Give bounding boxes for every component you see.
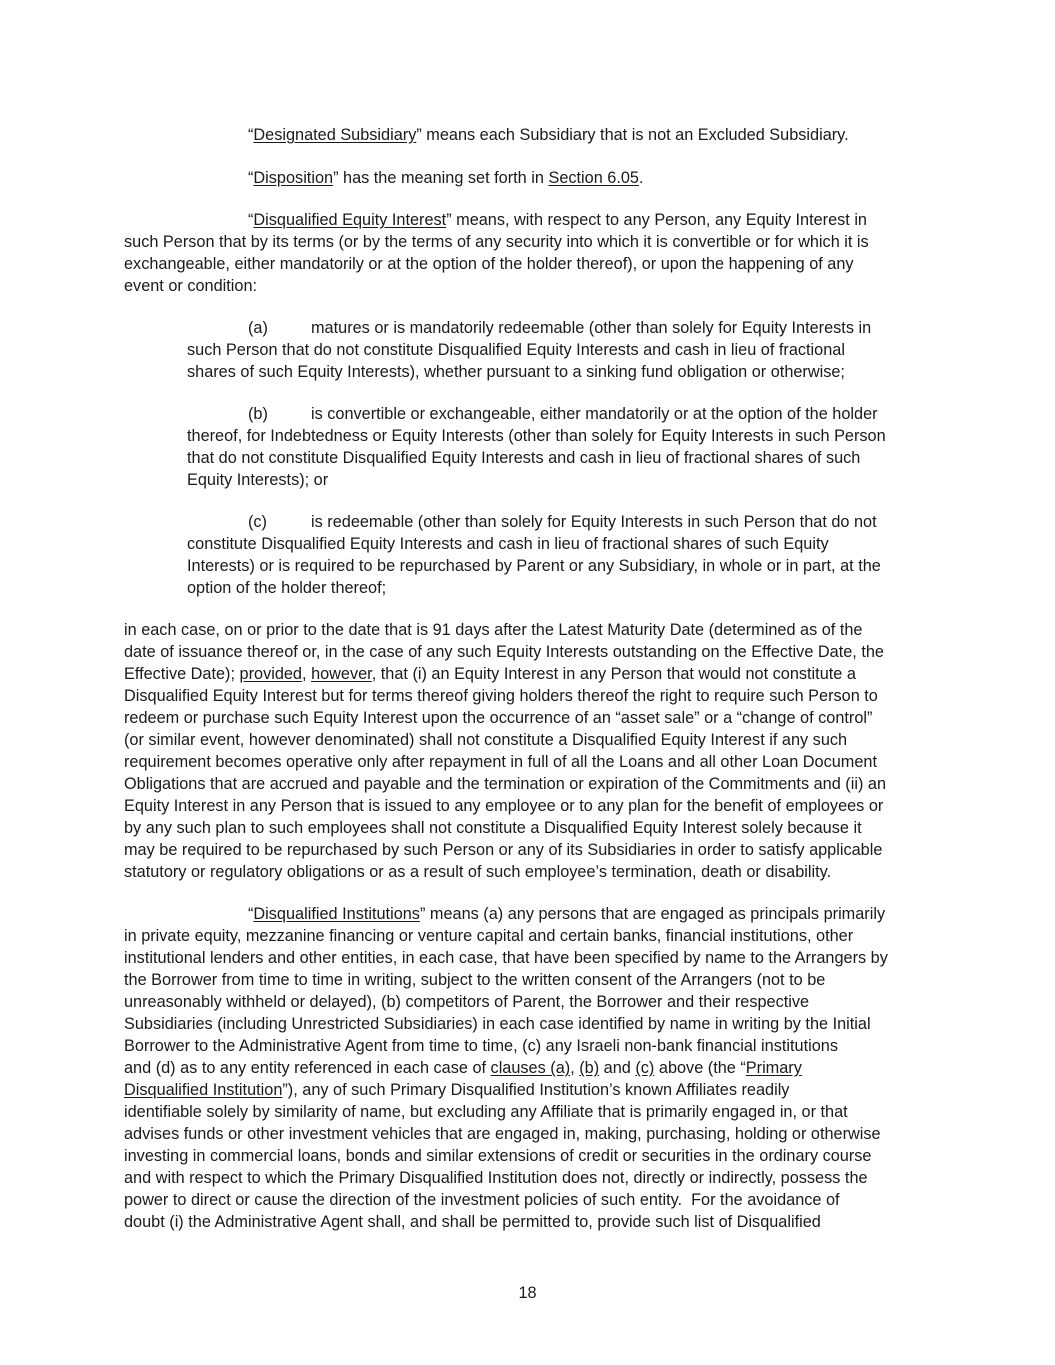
text-line: doubt (i) the Administrative Agent shall, and shall be permitted to, provide such list of Disqualified [124, 1213, 821, 1231]
text-line: advises funds or other investment vehicles that are engaged in, making, purchasing, holding or otherwise [124, 1125, 881, 1143]
text-segment: and (d) as to any entity referenced in each case of [124, 1059, 491, 1077]
defined-term: Disposition [253, 169, 334, 187]
defined-term: Disqualified Institutions [253, 905, 420, 923]
text-segment: , [302, 665, 312, 683]
clause-b-text: is convertible or exchangeable, either mandatorily or at the option of the holder [311, 405, 878, 423]
definition-disqualified-institutions [248, 903, 885, 925]
text-line: statutory or regulatory obligations or as a result of such employee’s termination, death or disability. [124, 863, 832, 881]
text-line: option of the holder thereof; [187, 579, 387, 597]
text-line-clause-refs [124, 1057, 802, 1079]
text-line: requirement becomes operative only after repayment in full of all the Loans and all other Loan Document [124, 753, 877, 771]
defined-term: Designated Subsidiary [253, 126, 417, 144]
text-segment: Effective Date); [124, 665, 240, 683]
defined-term: Disqualified Institution [124, 1081, 283, 1099]
clause-reference: clauses (a) [490, 1059, 571, 1077]
text-line: event or condition: [124, 277, 258, 295]
clause-a-text: matures or is mandatorily redeemable (other than solely for Equity Interests in [311, 319, 872, 337]
definition-text: ” means (a) any persons that are engaged as principals primarily [419, 905, 886, 923]
text-line: Subsidiaries (including Unrestricted Subsidiaries) in each case identified by name in writing by the Initial [124, 1015, 871, 1033]
text-line: may be required to be repurchased by such Person or any of its Subsidiaries in order to satisfy applicable [124, 841, 883, 859]
text-line: Interests) or is required to be repurchased by Parent or any Subsidiary, in whole or in part, at the [187, 557, 881, 575]
text-segment: , that (i) an Equity Interest in any Person that would not constitute a [371, 665, 856, 683]
text-segment: , [570, 1059, 580, 1077]
section-reference: Section 6.05 [548, 169, 639, 187]
text-segment: ”), any of such Primary Disqualified Institution’s known Affiliates readily [282, 1081, 790, 1099]
text-line: redeem or purchase such Equity Interest upon the occurrence of an “asset sale” or a “change of control” [124, 709, 873, 727]
definition-text: ” has the meaning set forth in [333, 169, 549, 187]
text-line: thereof, for Indebtedness or Equity Interests (other than solely for Equity Interests in such Person [187, 427, 886, 445]
text-line: constitute Disqualified Equity Interests and cash in lieu of fractional shares of such Equity [187, 535, 829, 553]
clause-c-label: (c) [248, 513, 267, 531]
however-term: however [311, 665, 372, 683]
text-line: Equity Interests); or [187, 471, 329, 489]
clause-reference: (b) [579, 1059, 600, 1077]
text-line: institutional lenders and other entities, in each case, that have been specified by name to the Arrangers by [124, 949, 888, 967]
text-line: power to direct or cause the direction of the investment policies of such entity. For the avoidance of [124, 1191, 840, 1209]
open-quote: “ [248, 126, 254, 144]
open-quote: “ [248, 905, 254, 923]
text-segment: and [599, 1059, 636, 1077]
definition-text: ” means, with respect to any Person, any Equity Interest in [446, 211, 867, 229]
text-line-proviso [124, 663, 856, 685]
text-line: such Person that by its terms (or by the terms of any security into which it is convertible or for which it is [124, 233, 869, 251]
defined-term: Disqualified Equity Interest [253, 211, 447, 229]
text-line-term [124, 1079, 789, 1101]
definition-designated-subsidiary [248, 124, 849, 146]
text-line: such Person that do not constitute Disqualified Equity Interests and cash in lieu of fractional [187, 341, 845, 359]
definition-disposition [248, 167, 644, 189]
text-line: investing in commercial loans, bonds and similar extensions of credit or securities in the ordinary course [124, 1147, 872, 1165]
text-line: exchangeable, either mandatorily or at the option of the holder thereof), or upon the happening of any [124, 255, 854, 273]
text-segment: above (the “ [654, 1059, 746, 1077]
text-line: and with respect to which the Primary Disqualified Institution does not, directly or indirectly, possess the [124, 1169, 868, 1187]
definition-disqualified-equity-interest [248, 209, 867, 231]
text-line: (or similar event, however denominated) shall not constitute a Disqualified Equity Interest if any such [124, 731, 848, 749]
text-line: that do not constitute Disqualified Equity Interests and cash in lieu of fractional shares of such [187, 449, 861, 467]
text-line: identifiable solely by similarity of name, but excluding any Affiliate that is primarily engaged in, or that [124, 1103, 848, 1121]
defined-term: Primary [745, 1059, 802, 1077]
definition-text: ” means each Subsidiary that is not an Excluded Subsidiary. [416, 126, 849, 144]
text-line: in private equity, mezzanine financing or venture capital and certain banks, financial institutions, other [124, 927, 854, 945]
provided-term: provided [239, 665, 302, 683]
text-line: shares of such Equity Interests), whether pursuant to a sinking fund obligation or otherwise; [187, 363, 845, 381]
clause-a-label: (a) [248, 319, 268, 337]
text-line: by any such plan to such employees shall not constitute a Disqualified Equity Interest solely because it [124, 819, 862, 837]
text-line: unreasonably withheld or delayed), (b) competitors of Parent, the Borrower and their respective [124, 993, 810, 1011]
definition-text: . [639, 169, 644, 187]
open-quote: “ [248, 169, 254, 187]
text-line: Borrower to the Administrative Agent from time to time, (c) any Israeli non-bank financial institutions [124, 1037, 838, 1055]
text-line: in each case, on or prior to the date that is 91 days after the Latest Maturity Date (determined as of the [124, 621, 863, 639]
text-line: Obligations that are accrued and payable and the termination or expiration of the Commitments and (ii) an [124, 775, 887, 793]
page-number: 18 [518, 1284, 537, 1302]
clause-reference: (c) [635, 1059, 655, 1077]
open-quote: “ [248, 211, 254, 229]
clause-c-text: is redeemable (other than solely for Equity Interests in such Person that do not [311, 513, 877, 531]
clause-b-label: (b) [248, 405, 268, 423]
text-line: Disqualified Equity Interest but for terms thereof giving holders thereof the right to require such Person to [124, 687, 878, 705]
text-line: the Borrower from time to time in writing, subject to the written consent of the Arrangers (not to be [124, 971, 826, 989]
text-line: date of issuance thereof or, in the case of any such Equity Interests outstanding on the Effective Date, the [124, 643, 884, 661]
text-line: Equity Interest in any Person that is issued to any employee or to any plan for the benefit of employees or [124, 797, 884, 815]
